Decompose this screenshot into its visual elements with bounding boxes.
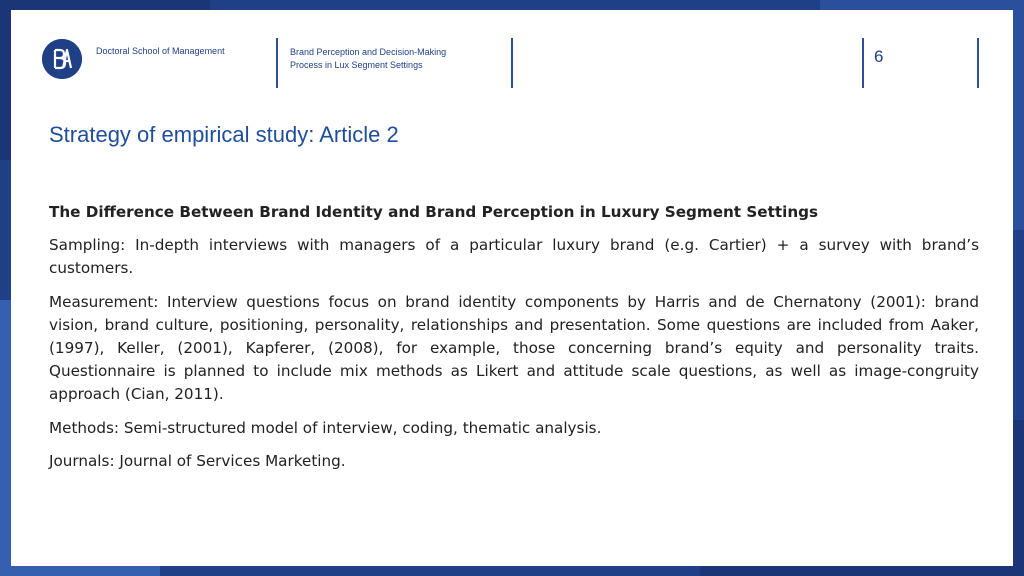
school-name: Doctoral School of Management <box>96 46 225 56</box>
slide-number: 6 <box>874 47 884 66</box>
header-divider <box>276 38 278 88</box>
article-subtitle: The Difference Between Brand Identity and Brand Perception in Luxury Segment Settings <box>49 203 819 221</box>
measurement-paragraph: Measurement: Interview questions focus on brand identity components by Harris and de Chernatony (2001): brand vision, brand culture, positioning, personality, relationships and presentation. Some questions are included from Aaker, (1997), Keller, (2001), Kapferer, (2008), for example, those concerning brand’s equity and personality traits. Questionnaire is planned to include mix methods as Likert and attitude scale questions, as well as image-congruity approach (Cian, 2011). <box>49 292 979 404</box>
sampling-paragraph: Sampling: In-depth interviews with managers of a particular luxury brand (e.g. Cartier) + a survey with brand’s customers. <box>49 236 979 278</box>
journals-paragraph: Journals: Journal of Services Marketing. <box>49 451 346 470</box>
header-divider <box>511 38 513 88</box>
header-divider <box>862 38 864 88</box>
slide-title: Strategy of empirical study: Article 2 <box>49 122 399 147</box>
slide-card <box>11 10 1013 566</box>
presentation-topic-line: Brand Perception and Decision-Making <box>290 47 447 57</box>
university-logo-icon <box>42 39 82 79</box>
header-divider <box>977 38 979 88</box>
methods-paragraph: Methods: Semi-structured model of interview, coding, thematic analysis. <box>49 418 602 437</box>
slide-body <box>49 201 979 483</box>
presentation-topic <box>290 46 500 72</box>
presentation-topic-line: Process in Lux Segment Settings <box>290 60 423 70</box>
